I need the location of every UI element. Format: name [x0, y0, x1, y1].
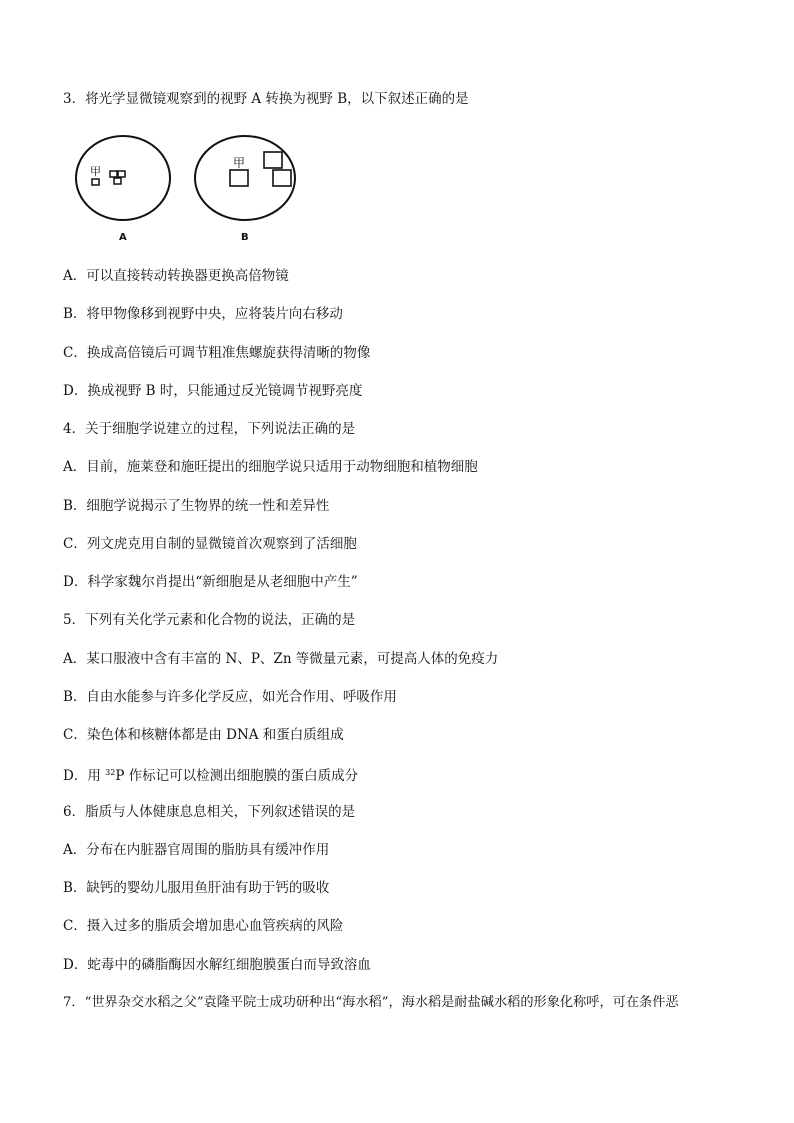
question-5-option-c: C．染色体和核糖体都是由 DNA 和蛋白质组成 [63, 727, 344, 743]
view-a-small-square-3 [118, 171, 125, 177]
question-4-option-a: A．目前，施莱登和施旺提出的细胞学说只适用于动物细胞和植物细胞 [63, 459, 478, 475]
view-a-jia-glyph: 甲 [90, 165, 101, 178]
question-3-option-d: D．换成视野 B 时，只能通过反光镜调节视野亮度 [63, 383, 363, 399]
view-a-circle [76, 136, 170, 220]
question-4-option-b: B．细胞学说揭示了生物界的统一性和差异性 [63, 498, 330, 514]
question-5-option-a: A．某口服液中含有丰富的 N、P、Zn 等微量元素，可提高人体的免疫力 [63, 651, 499, 667]
question-6-option-c: C．摄入过多的脂质会增加患心血管疾病的风险 [63, 918, 344, 934]
question-5-option-b: B．自由水能参与许多化学反应，如光合作用、呼吸作用 [63, 689, 397, 705]
view-b-label: B [241, 232, 249, 243]
view-a-small-square-4 [114, 178, 121, 184]
isotope-mass-number: 32 [105, 768, 116, 777]
question-6-option-b: B．缺钙的婴幼儿服用鱼肝油有助于钙的吸收 [63, 880, 330, 896]
question-7-stem: 7．“世界杂交水稻之父”袁隆平院士成功研种出“海水稻”，海水稻是耐盐碱水稻的形象化称呼，可在条件恶 [63, 995, 679, 1010]
view-b-jia-glyph: 甲 [233, 156, 246, 170]
question-4-option-d: D．科学家魏尔肖提出“新细胞是从老细胞中产生” [63, 574, 358, 590]
question-3-option-a: A．可以直接转动转换器更换高倍物镜 [63, 268, 289, 284]
question-6-option-d: D．蛇毒中的磷脂酶因水解红细胞膜蛋白而导致溶血 [63, 957, 371, 973]
question-5-option-d-rest: P 作标记可以检测出细胞膜的蛋白质成分 [115, 768, 359, 784]
question-5-stem: 5．下列有关化学元素和化合物的说法，正确的是 [63, 612, 356, 628]
question-4-option-c: C．列文虎克用自制的显微镜首次观察到了活细胞 [63, 536, 357, 552]
microscope-views-svg [74, 134, 314, 246]
question-6-stem: 6．脂质与人体健康息息相关，下列叙述错误的是 [63, 804, 356, 820]
view-b-large-square-2 [264, 152, 282, 168]
question-3-option-c: C．换成高倍镜后可调节粗准焦螺旋获得清晰的物像 [63, 345, 371, 361]
question-3-option-b: B．将甲物像移到视野中央，应将装片向右移动 [63, 306, 343, 322]
question-4-stem: 4．关于细胞学说建立的过程，下列说法正确的是 [63, 421, 356, 437]
view-a-label: A [119, 232, 127, 243]
question-5-option-d [63, 764, 358, 785]
question-3-stem: 3．将光学显微镜观察到的视野 A 转换为视野 B，以下叙述正确的是 [63, 91, 469, 107]
view-b-large-square-3 [273, 170, 291, 186]
view-a-small-square-1 [92, 179, 99, 185]
view-a-small-square-2 [110, 171, 117, 177]
microscope-view-figure [74, 134, 314, 250]
view-b-circle [195, 136, 295, 220]
question-6-option-a: A．分布在内脏器官周围的脂肪具有缓冲作用 [63, 842, 330, 858]
view-b-large-square-1 [230, 170, 248, 186]
question-5-option-d-prefix: D．用 [63, 768, 106, 784]
